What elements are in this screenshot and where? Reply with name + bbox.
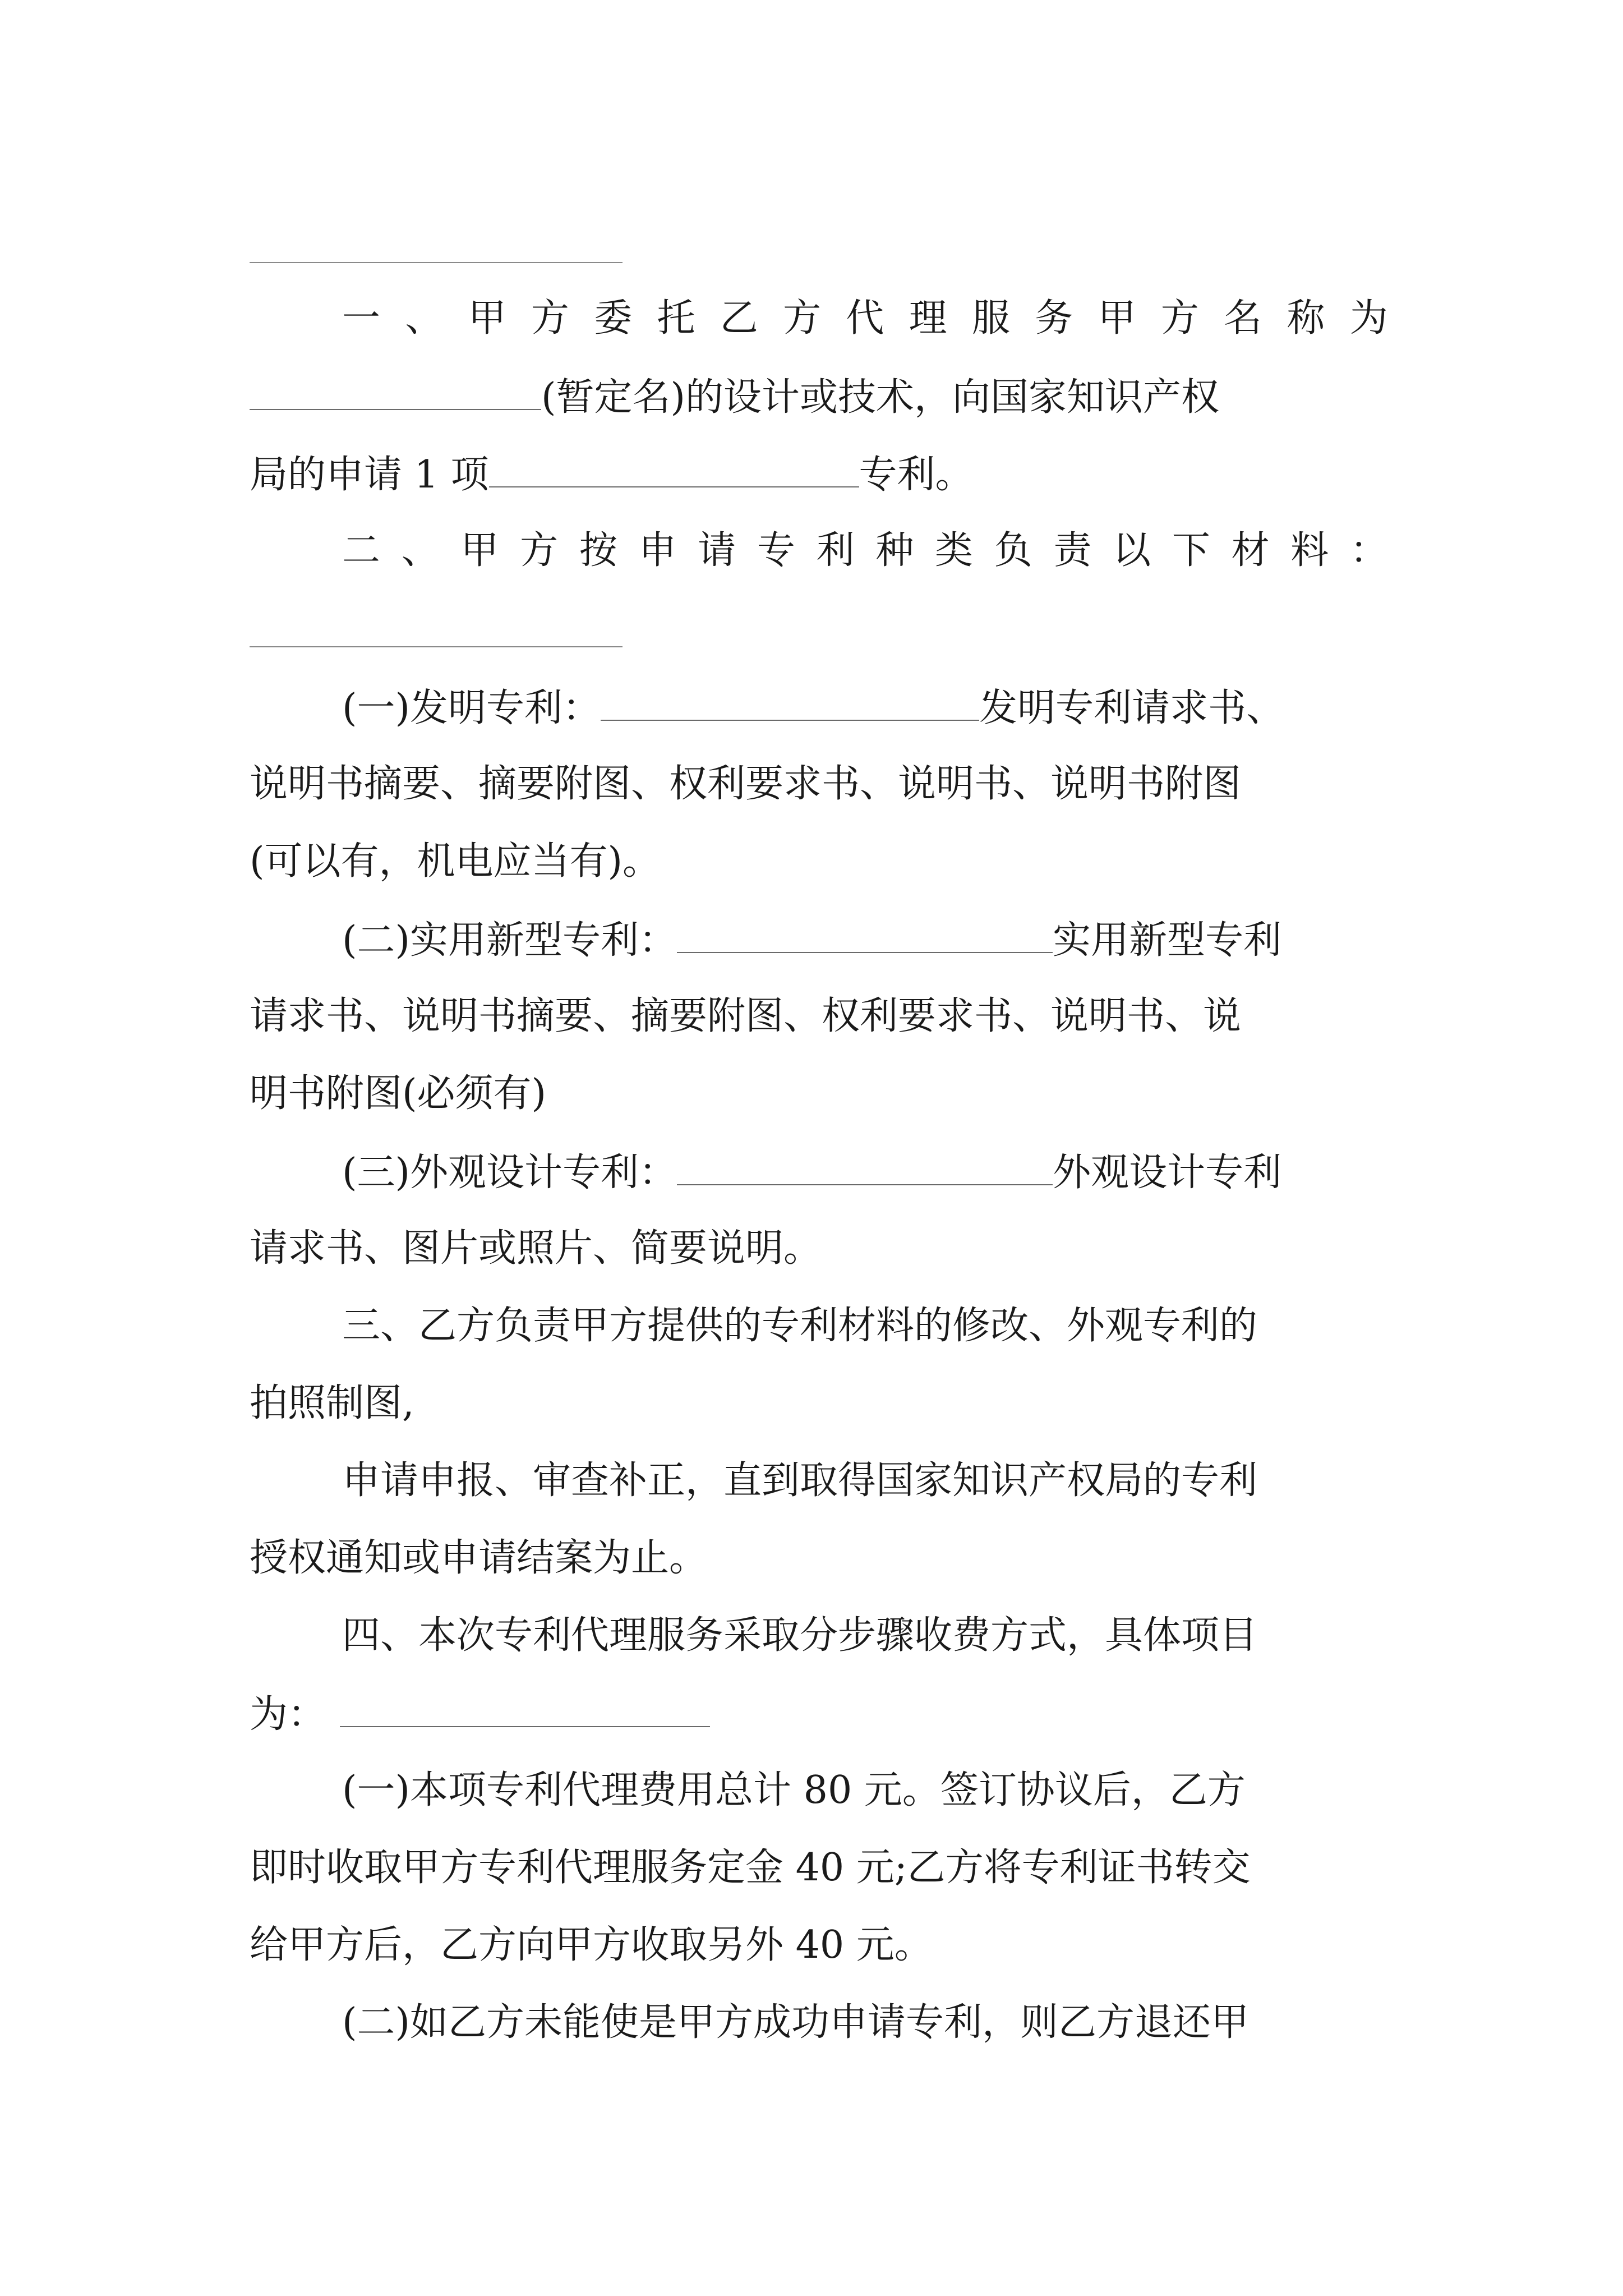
fee-1-line-2: 即时收取甲方专利代理服务定金 40 元;乙方将专利证书转交 (250, 1846, 1251, 1890)
item-invention-line-2: 说明书摘要、摘要附图、权利要求书、说明书、说明书附图 (250, 762, 1242, 806)
clause-3-line-4: 授权通知或申请结案为止。 (250, 1536, 708, 1580)
item-invention-line-1: (一)发明专利： 发明专利请求书、 (342, 676, 1388, 738)
patent-type-blank[interactable] (489, 443, 859, 487)
fee-2-line-1: (二)如乙方未能使是甲方成功申请专利，则乙方退还甲 (342, 2000, 1249, 2045)
fee-1-line-1: (一)本项专利代理费用总计 80 元。签订协议后，乙方 (342, 1768, 1246, 1812)
invention-blank[interactable] (601, 676, 979, 721)
clause-3-line-2: 拍照制图, (250, 1381, 414, 1425)
clause-2-line-1: 二 、 甲 方 按 申 请 专 利 种 类 负 责 以 下 材 料 ： (342, 528, 1388, 573)
utility-blank[interactable] (677, 908, 1053, 953)
fee-1-line-3: 给甲方后，乙方向甲方收取另外 40 元。 (250, 1923, 933, 1967)
item-utility-line-2: 请求书、说明书摘要、摘要附图、权利要求书、说明书、说 (250, 994, 1242, 1038)
item-design-line-1: (三)外观设计专利： 外观设计专利 (342, 1140, 1388, 1202)
project-name-blank[interactable] (250, 365, 541, 410)
fee-items-blank[interactable] (340, 1682, 710, 1727)
clause-4-line-1: 四、本次专利代理服务采取分步骤收费方式，具体项目 (342, 1613, 1258, 1658)
blank-rule-mid (250, 646, 623, 647)
clause-1-line-3: 局的申请 1 项 专利。 (250, 443, 1388, 504)
clause-3-line-3: 申请申报、审查补正，直到取得国家知识产权局的专利 (342, 1458, 1258, 1503)
item-invention-line-3: (可以有，机电应当有)。 (250, 839, 661, 884)
item-design-line-2: 请求书、图片或照片、简要说明。 (250, 1226, 822, 1271)
clause-1-line-2: (暂定名)的设计或技术，向国家知识产权 (250, 365, 1388, 427)
clause-4-line-2: 为： (250, 1682, 1388, 1744)
clause-1-line-1: 一 、 甲 方 委 托 乙 方 代 理 服 务 甲 方 名 称 为 (342, 296, 1388, 341)
clause-3-line-1: 三、乙方负责甲方提供的专利材料的修改、外观专利的 (342, 1304, 1258, 1348)
item-utility-line-3: 明书附图(必须有) (250, 1071, 547, 1116)
blank-rule-top (250, 262, 623, 263)
design-blank[interactable] (677, 1140, 1053, 1185)
item-utility-line-1: (二)实用新型专利： 实用新型专利 (342, 908, 1388, 970)
